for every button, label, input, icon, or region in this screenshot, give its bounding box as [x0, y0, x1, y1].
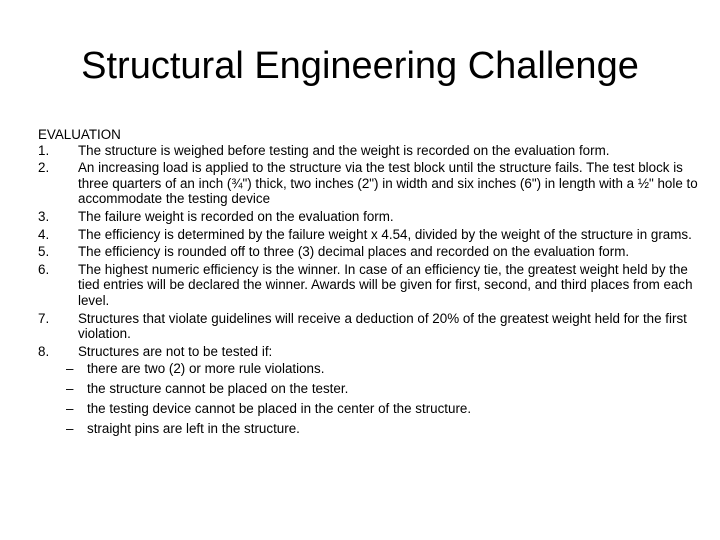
item-text: The failure weight is recorded on the evaluation form.	[78, 208, 394, 224]
list-item	[38, 209, 698, 225]
sub-list	[66, 361, 698, 437]
list-item	[38, 344, 698, 442]
item-number: 2.	[38, 160, 50, 176]
item-number: 7.	[38, 310, 50, 326]
sub-list-item	[66, 421, 698, 437]
list-item	[38, 311, 698, 342]
list-item	[38, 244, 698, 260]
dash-bullet: –	[66, 361, 74, 377]
sub-list-item	[66, 401, 698, 417]
sub-item-text: straight pins are left in the structure.	[87, 421, 300, 437]
item-text: The efficiency is rounded off to three (3) decimal places and recorded on the evaluation form.	[78, 244, 630, 260]
evaluation-list	[38, 143, 698, 442]
item-text: The highest numeric efficiency is the winner. In case of an efficiency tie, the greatest weight held by the tied entries will be declared the winner. Awards will be given for first, second, and third places from each level.	[78, 261, 693, 308]
item-text: The structure is weighed before testing and the weight is recorded on the evaluation form.	[78, 142, 610, 158]
list-item	[38, 143, 698, 159]
item-text: Structures are not to be tested if:	[78, 343, 273, 359]
list-item	[38, 262, 698, 309]
item-number: 8.	[38, 343, 50, 359]
section-heading: EVALUATION	[38, 127, 121, 142]
item-text: The efficiency is determined by the failure weight x 4.54, divided by the weight of the structure in grams.	[78, 226, 692, 242]
item-number: 3.	[38, 208, 50, 224]
dash-bullet: –	[66, 381, 74, 397]
item-body	[66, 343, 698, 442]
item-number: 4.	[38, 226, 50, 242]
sub-item-text: the testing device cannot be placed in the center of the structure.	[87, 401, 472, 417]
sub-item-text: the structure cannot be placed on the tester.	[87, 381, 349, 397]
item-number: 6.	[38, 261, 50, 277]
item-number: 1.	[38, 142, 50, 158]
item-text: An increasing load is applied to the structure via the test block until the structure fails. The test block is three quarters of an inch (¾") thick, two inches (2") in width and six inches (6") in length with a ½" hole to accommodate the testing device	[78, 160, 698, 207]
sub-item-text: there are two (2) or more rule violations.	[87, 361, 325, 377]
item-number: 5.	[38, 244, 50, 260]
item-text: Structures that violate guidelines will receive a deduction of 20% of the greatest weight held for the first violation.	[78, 310, 687, 342]
dash-bullet: –	[66, 401, 74, 417]
sub-list-item	[66, 381, 698, 397]
list-item	[38, 227, 698, 243]
dash-bullet: –	[66, 421, 74, 437]
slide-title: Structural Engineering Challenge	[81, 45, 639, 87]
list-item	[38, 160, 698, 207]
slide-content	[38, 127, 698, 443]
sub-list-item	[66, 361, 698, 377]
